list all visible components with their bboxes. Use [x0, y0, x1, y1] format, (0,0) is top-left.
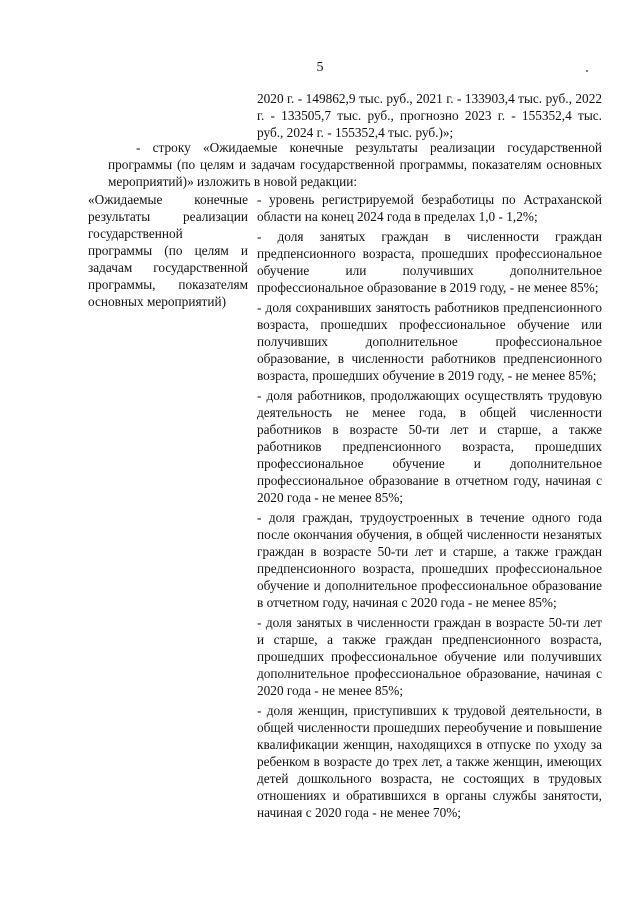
page-number: 5 — [316, 60, 324, 75]
list-item: - доля занятых граждан в численности граждан предпенсионного возраста, прошедших профессиональное обучение или получивших дополнительное профессиональное образование в 2019 году, - не менее 85%; — [257, 229, 602, 295]
list-item: - доля женщин, приступивших к трудовой деятельности, в общей численности прошедших переобучение и повышение квалификации женщин, находящихся в отпуске по уходу за ребенком в возрасте до трех лет, а также женщин, имеющих детей дошкольного возраста, не состоящих в трудовых отношениях и обратившихся в органы службы занятости, начиная с 2020 года - не менее 70%; — [257, 703, 602, 820]
results-list — [257, 191, 602, 824]
intro-text: - строку «Ожидаемые конечные результаты реализации государственной программы (по целям и задачам государственной программы, показателям основных мероприятий)» изложить в новой редакции: — [108, 140, 602, 189]
list-item: - уровень регистрируемой безработицы по Астраханской области на конец 2024 года в пределах 1,0 - 1,2%; — [257, 192, 602, 224]
list-item: - доля граждан, трудоустроенных в течение одного года после окончания обучения, в общей численности незанятых граждан в возрасте 50-ти лет и старше, а также граждан предпенсионного возраста, прошедших профессиональное обучение и дополнительное профессиональное образование в отчетном году, начиная с 2020 года - не менее 85%; — [257, 510, 602, 610]
list-item: - доля занятых в численности граждан в возрасте 50-ти лет и старше, а также граждан предпенсионного возраста, прошедших профессиональное обучение или получивших дополнительное профессиональное образование, начиная с 2020 года - не менее 85%; — [257, 615, 602, 698]
continuation-paragraph: 2020 г. - 149862,9 тыс. руб., 2021 г. - 133903,4 тыс. руб., 2022 г. - 133505,7 тыс. руб., прогнозно 2023 г. - 155352,4 тыс. руб., 2024 г. - 155352,4 тыс. руб.)»; — [257, 91, 602, 140]
list-item: - доля сохранивших занятость работников предпенсионного возраста, прошедших профессиональное обучение или получивших дополнительное профессиональное образование, в численности работников предпенсионного возраста, прошедших обучение в 2019 году, - не менее 85%; — [257, 300, 602, 383]
scan-speck — [586, 70, 588, 72]
row-label: «Ожидаемые конечные результаты реализации государственной программы (по целям и задачам государственной программы, показателям основных мероприятий) — [88, 192, 248, 309]
list-item: - доля работников, продолжающих осуществлять трудовую деятельность не менее года, в общей численности работников в возрасте 50-ти лет и старше, а также работников предпенсионного возраста, прошедших профессиональное обучение и дополнительное профессиональное образование в отчетном году, начиная с 2020 года - не менее 85%; — [257, 388, 602, 505]
intro-paragraph — [108, 139, 602, 190]
